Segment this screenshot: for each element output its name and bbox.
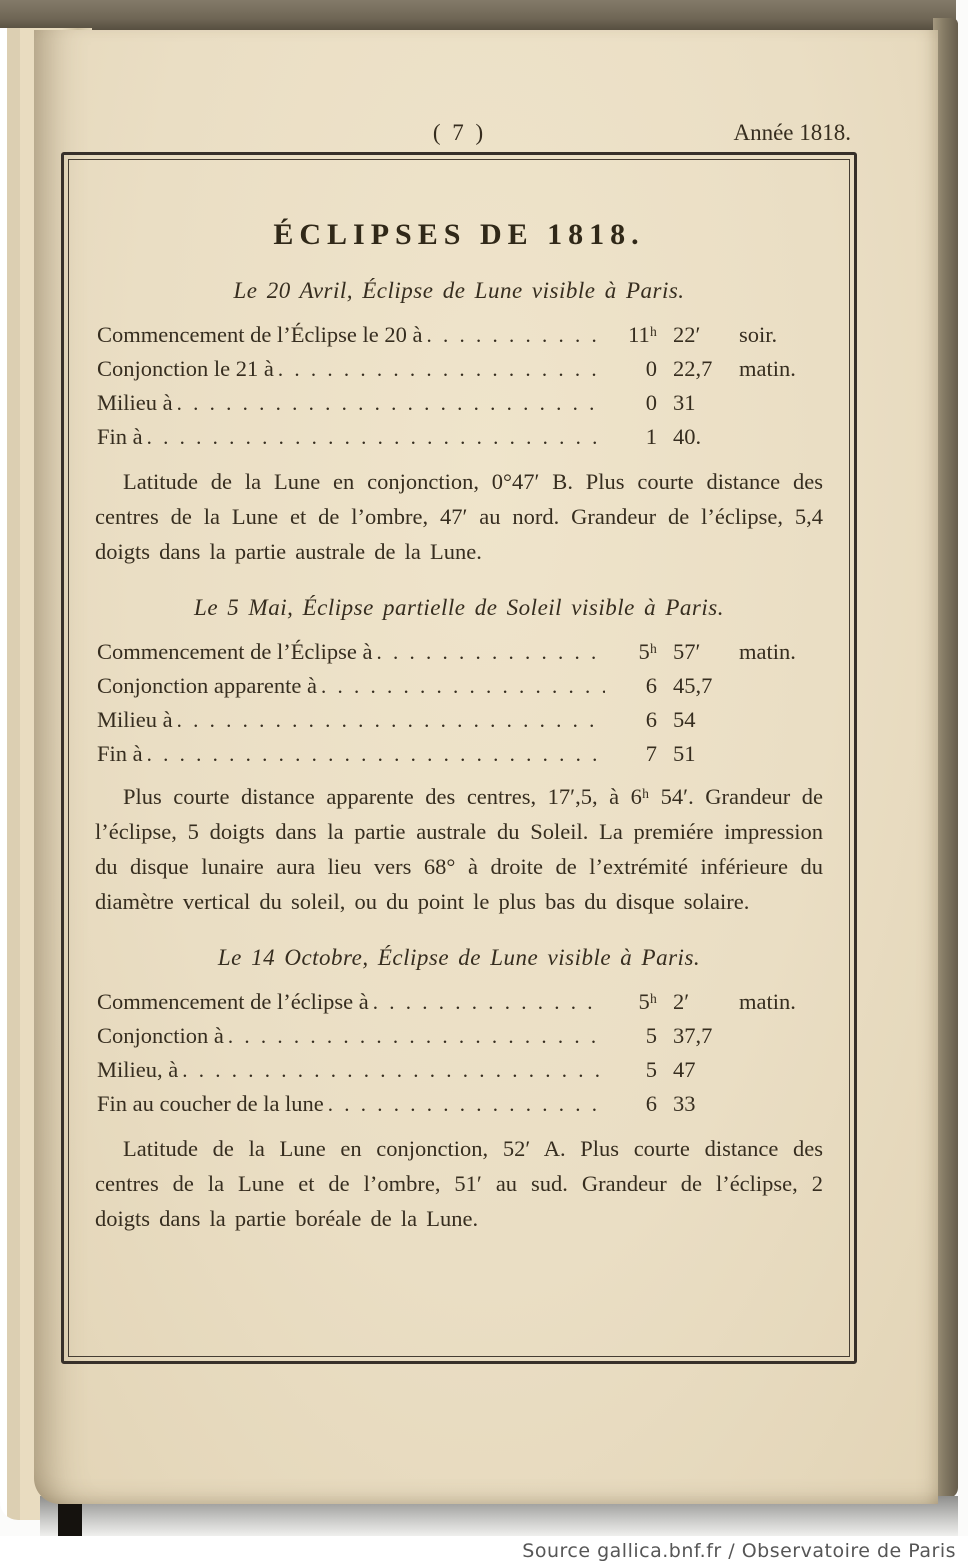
row-label: Milieu à	[97, 707, 173, 732]
source-caption: Source gallica.bnf.fr / Observatoire de Paris	[522, 1540, 956, 1562]
row-label: Fin au coucher de la lune	[97, 1091, 324, 1116]
dot-leader	[373, 985, 605, 1019]
value-hours: 0	[645, 356, 657, 381]
section-paragraph: Latitude de la Lune en conjonction, 0°47′ B. Plus courte distance des centres de la Lune et de l’ombre, 47′ au nord. Grandeur de l’éclipse, 5,4 doigts dans la partie australe de la Lune.	[95, 469, 823, 564]
row-label: Fin à	[97, 424, 143, 449]
row-label: Commencement de l’éclipse à	[97, 989, 369, 1014]
value-minutes: 40.	[673, 424, 702, 449]
row-label: Conjonction à	[97, 1023, 224, 1048]
dot-leader	[278, 352, 605, 386]
row-label: Milieu, à	[97, 1057, 179, 1082]
page-number: ( 7 )	[432, 120, 487, 145]
dot-leader	[328, 1087, 605, 1121]
value-hours: 6	[645, 707, 657, 732]
section-heading: Le 14 Octobre, Éclipse de Lune visible à Paris.	[217, 945, 701, 970]
timing-table	[97, 985, 821, 1121]
value-minutes: 57′	[673, 639, 701, 664]
dot-leader	[182, 1053, 605, 1087]
timing-row	[97, 703, 821, 737]
frame-inner	[68, 159, 850, 1357]
value-minutes: 31	[673, 390, 696, 415]
value-minutes: 22′	[673, 322, 701, 347]
value-minutes: 22,7	[673, 356, 713, 381]
section-paragraph: Latitude de la Lune en conjonction, 52′ A. Plus courte distance des centres de la Lune et de l’ombre, 51′ au sud. Grandeur de l’éclipse, 2 doigts dans la partie boréale de la Lune.	[95, 1136, 823, 1231]
value-suffix: matin.	[739, 356, 796, 381]
value-hours: 5	[645, 1023, 657, 1048]
timing-row	[97, 1087, 821, 1121]
timing-row	[97, 635, 821, 669]
year-label: Année 1818.	[733, 120, 851, 145]
value-minutes: 47	[673, 1057, 696, 1082]
value-minutes: 54	[673, 707, 696, 732]
value-hours: 0	[645, 390, 657, 415]
dot-leader	[177, 386, 605, 420]
value-minutes: 2′	[673, 989, 690, 1014]
value-hours: 5ʰ	[638, 989, 657, 1014]
value-hours: 1	[645, 424, 657, 449]
section-heading: Le 20 Avril, Éclipse de Lune visible à Paris.	[233, 278, 685, 303]
value-minutes: 33	[673, 1091, 696, 1116]
row-label: Commencement de l’Éclipse à	[97, 639, 373, 664]
timing-table	[97, 635, 821, 771]
value-hours: 6	[645, 1091, 657, 1116]
row-label: Milieu à	[97, 390, 173, 415]
page-header	[62, 120, 857, 154]
eclipse-section-april	[93, 278, 825, 569]
dot-leader	[321, 669, 605, 703]
dot-leader	[177, 703, 605, 737]
row-label: Conjonction apparente à	[97, 673, 317, 698]
timing-row	[97, 318, 821, 352]
dot-leader	[427, 318, 605, 352]
gallica-caption-bar	[0, 1536, 968, 1566]
value-suffix: matin.	[739, 989, 796, 1014]
value-minutes: 45,7	[673, 673, 713, 698]
row-label: Fin à	[97, 741, 143, 766]
timing-row	[97, 1053, 821, 1087]
eclipse-section-october	[93, 945, 825, 1236]
dot-leader	[228, 1019, 605, 1053]
dot-leader	[147, 420, 605, 454]
value-hours: 11ʰ	[628, 322, 657, 347]
decorative-frame	[61, 152, 857, 1364]
value-minutes: 51	[673, 741, 696, 766]
page-title: ÉCLIPSES DE 1818.	[273, 218, 645, 251]
book-top-edge	[0, 0, 956, 34]
dot-leader	[147, 737, 605, 771]
timing-row	[97, 669, 821, 703]
timing-row	[97, 1019, 821, 1053]
timing-table	[97, 318, 821, 454]
timing-row	[97, 737, 821, 771]
value-hours: 7	[645, 741, 657, 766]
value-minutes: 37,7	[673, 1023, 713, 1048]
value-hours: 5	[645, 1057, 657, 1082]
row-label: Conjonction le 21 à	[97, 356, 274, 381]
eclipse-section-may	[93, 595, 825, 919]
timing-row	[97, 352, 821, 386]
timing-row	[97, 420, 821, 454]
value-suffix: soir.	[739, 322, 778, 347]
almanac-page	[34, 30, 938, 1504]
section-heading: Le 5 Mai, Éclipse partielle de Soleil visible à Paris.	[194, 595, 724, 620]
value-suffix: matin.	[739, 639, 796, 664]
section-paragraph: Plus courte distance apparente des centres, 17′,5, à 6ʰ 54′. Grandeur de l’éclipse, 5 doigts dans la partie australe du Soleil. La premiére impression du disque lunaire aura lieu vers 68° à droite de l’extrémité inférieure du diamètre vertical du soleil, ou du point le plus bas du disque solaire.	[95, 784, 823, 914]
timing-row	[97, 985, 821, 1019]
dot-leader	[377, 635, 605, 669]
timing-row	[97, 386, 821, 420]
row-label: Commencement de l’Éclipse le 20 à	[97, 322, 423, 347]
value-hours: 5ʰ	[638, 639, 657, 664]
value-hours: 6	[645, 673, 657, 698]
